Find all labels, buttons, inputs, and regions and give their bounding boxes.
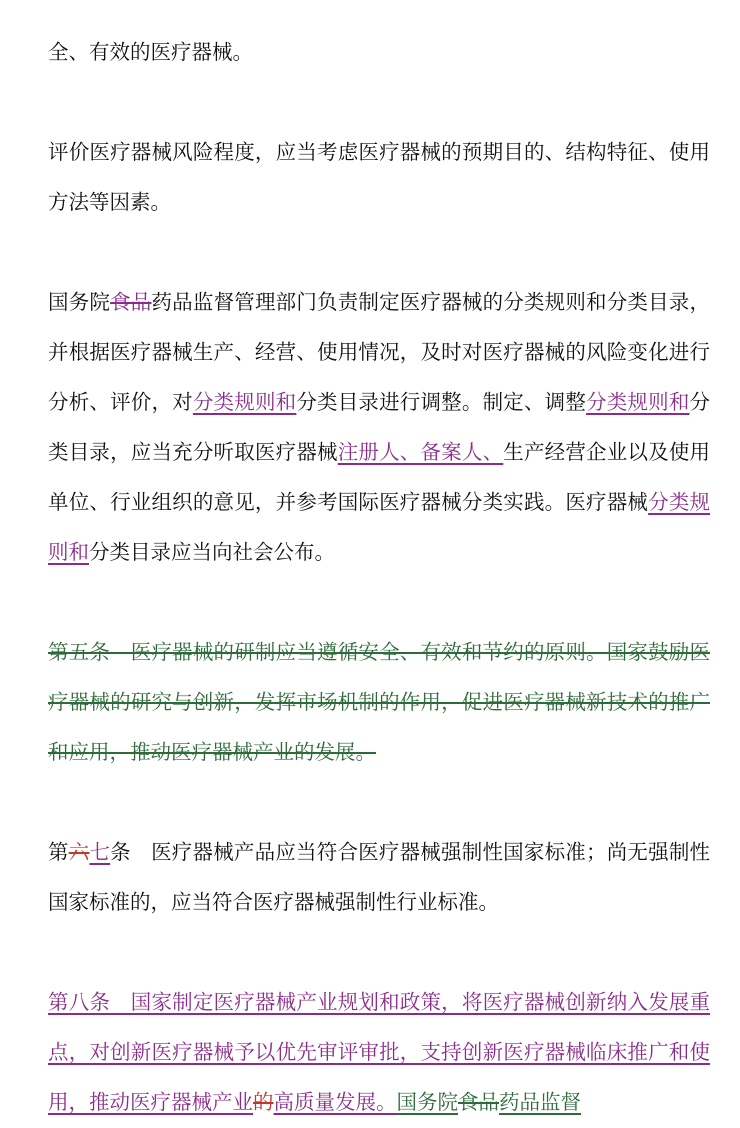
p3-inserted-4: 分类规则和: [48, 490, 711, 564]
p6-inserted-green-1: 国务院: [396, 1090, 458, 1114]
document-body: [48, 27, 710, 1127]
p6-deleted-de: 的: [253, 1090, 274, 1114]
p6-inserted-2: 高质量发展。: [273, 1090, 397, 1114]
paragraph-2: [48, 127, 710, 227]
p6-inserted-green-2: 药品监督: [499, 1090, 581, 1114]
p5-text-2: 条: [110, 840, 131, 864]
p3-inserted-2: 分类规则和: [586, 390, 690, 414]
p3-text-1: 国务院: [48, 290, 111, 314]
paragraph-1: [48, 27, 710, 77]
paragraph-4-deleted: [48, 627, 710, 777]
p3-inserted-1: 分类规则和: [192, 390, 297, 414]
p3-text-6: 分类目录应当向社会公布。: [89, 540, 335, 564]
p3-inserted-3: 注册人、备案人、: [337, 440, 504, 464]
p3-text-3: 分类目录进行调整。制定、调整: [296, 390, 587, 414]
paragraph-5: [48, 827, 710, 927]
p6-inserted-article: 第八条 国家制定医疗器械产业规划和政策，将医疗器械创新纳入发展重点，对创新医疗器械予以优先审评审批，支持创新医疗器械临床推广和使用，推动医疗器械产业: [48, 990, 710, 1114]
p3-text-5: 生产经营企业以及使用单位、行业组织的意见，并参考国际医疗器械分类实践。医疗器械: [48, 440, 711, 514]
p5-text-1: 第: [48, 840, 69, 864]
p5-text-3: 医疗器械产品应当符合医疗器械强制性国家标准；尚无强制性国家标准的，应当符合医疗器械强制性行业标准。: [48, 840, 711, 914]
p5-inserted-number: 七: [89, 840, 111, 864]
paragraph-3: [48, 277, 710, 577]
p3-text-4: 分类目录，应当充分听取医疗器械: [48, 390, 711, 464]
p6-deleted-food: 食品: [458, 1090, 499, 1114]
p5-deleted-number: 六: [68, 840, 90, 864]
p3-text-2: 药品监督管理部门负责制定医疗器械的分类规则和分类目录，并根据医疗器械生产、经营、使用情况，及时对医疗器械的风险变化进行分析、评价，对: [48, 290, 711, 414]
paragraph-2-text: 评价医疗器械风险程度，应当考虑医疗器械的预期目的、结构特征、使用方法等因素。: [48, 140, 710, 214]
p3-deleted-food: 食品: [110, 290, 152, 314]
paragraph-6: [48, 977, 710, 1127]
p4-deleted-article: 第五条 医疗器械的研制应当遵循安全、有效和节约的原则。国家鼓励医疗器械的研究与创新，发挥市场机制的作用，促进医疗器械新技术的推广和应用，推动医疗器械产业的发展。: [48, 640, 710, 764]
paragraph-1-text: 全、有效的医疗器械。: [48, 40, 253, 64]
